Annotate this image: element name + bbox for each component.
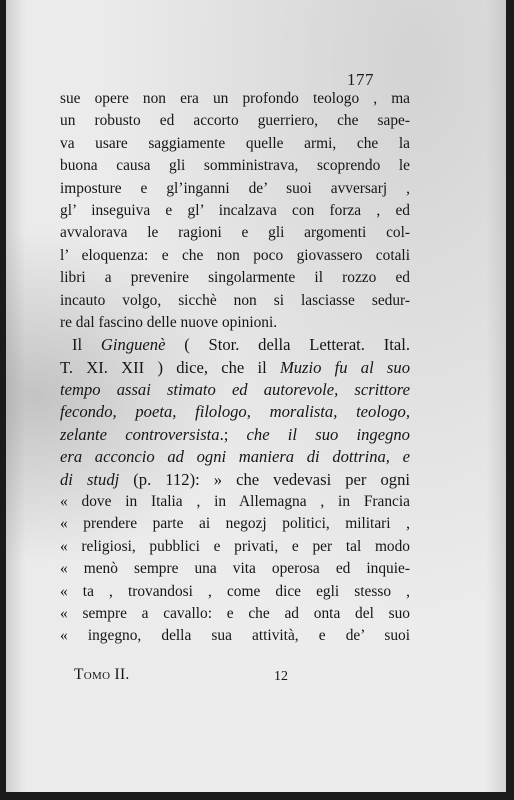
text-line — [60, 379, 410, 401]
quoted-line: « religiosi, pubblici e privati, e per tal modo — [60, 537, 410, 555]
text-line: incauto volgo, sicchè non si lasciasse sedur- — [60, 291, 410, 309]
quoted-line: « sempre a cavallo: e che ad onta del suo — [60, 604, 410, 622]
text-run: .; — [219, 424, 247, 444]
italic-quote: era acconcio ad ogni maniera di dottrina, e — [60, 447, 410, 467]
quoted-line: « ta , trovandosi , come dice egli stesso , — [60, 582, 410, 600]
text-line: gl’ inseguiva e gl’ incalzava con forza , ed — [60, 201, 410, 219]
text-line: va usare saggiamente quelle armi, che la — [60, 134, 410, 152]
italic-quote: fecondo, poeta, filologo, moralista, teologo, — [60, 402, 410, 422]
text-line: buona causa gli somministrava, scoprendo le — [60, 157, 410, 175]
paragraph-opening-line — [60, 334, 410, 356]
italic-quote: Muzio fu al suo — [279, 357, 410, 377]
text-run: T. XI. XII ) dice, che il — [60, 357, 280, 377]
text-line — [60, 357, 410, 379]
text-line — [60, 469, 410, 491]
text-line: re dal fascino delle nuove opinioni. — [60, 313, 278, 331]
text-line — [60, 424, 410, 446]
text-line: l’ eloquenza: e che non poco giovassero cotali — [60, 246, 410, 264]
italic-quote: che il suo ingegno — [246, 424, 410, 444]
volume-signature: Tomo II. — [74, 666, 130, 683]
book-page — [6, 0, 506, 792]
text-line: avvalorava le ragioni e gli argomenti col- — [60, 224, 410, 242]
quoted-line: « menò sempre una vita operosa ed inquie- — [60, 560, 410, 578]
gathering-number: 12 — [274, 669, 288, 684]
body-text — [60, 88, 410, 648]
text-line: libri a prevenire singolarmente il rozzo ed — [60, 269, 410, 287]
quoted-line: « ingegno, della sua attività, e de’ suoi — [60, 627, 410, 645]
author-name: Ginguenè — [100, 335, 166, 355]
quoted-line: « prendere parte ai negozj politici, militari , — [60, 515, 410, 533]
text-line: un robusto ed accorto guerriero, che sape- — [60, 112, 410, 130]
text-line: imposture e gl’inganni de’ suoi avversarj , — [60, 179, 410, 197]
text-run: (p. 112): » che vedevasi per ogni — [119, 469, 410, 489]
text-line: sue opere non era un profondo teologo , ma — [60, 90, 410, 107]
text-line — [60, 446, 410, 468]
italic-quote: zelante controversista — [60, 424, 220, 444]
page-number: 177 — [347, 70, 374, 89]
italic-quote: tempo assai stimato ed autorevole, scrittore — [60, 380, 410, 400]
quoted-line: « dove in Italia , in Allemagna , in Francia — [60, 493, 410, 511]
text-run: ( Stor. della Letterat. Ital. — [165, 335, 410, 355]
text-line — [60, 401, 410, 423]
italic-quote: di studj — [60, 469, 120, 489]
text-run: Il — [72, 335, 101, 355]
